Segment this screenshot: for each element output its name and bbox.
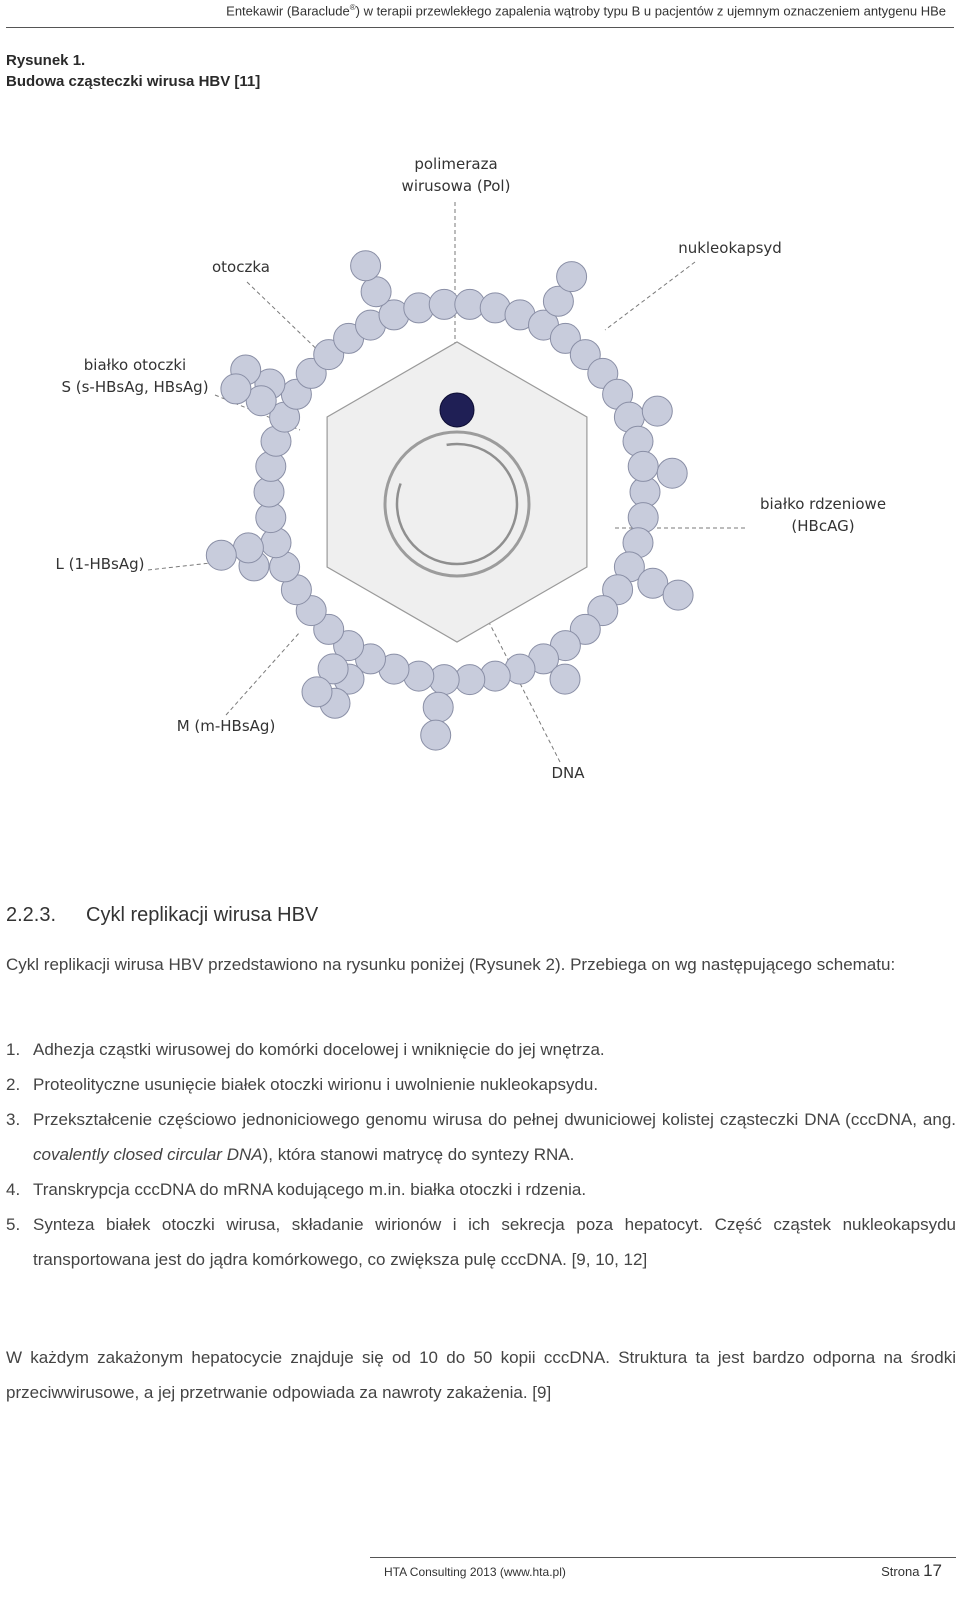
running-header — [226, 3, 946, 18]
header-text-before: Entekawir (Baraclude — [226, 3, 350, 19]
envelope-protein-bead — [233, 533, 263, 563]
section-number: 2.2.3. — [6, 904, 57, 926]
intro-paragraph: Cykl replikacji wirusa HBV przedstawiono na rysunku poniżej (Rysunek 2). Przebiega on wg następującego schematu: — [6, 955, 896, 974]
envelope-protein-bead — [663, 580, 693, 610]
figure-caption — [6, 50, 260, 92]
replication-steps-list — [6, 1032, 956, 1277]
label-envelope: otoczka — [212, 258, 270, 276]
envelope-protein-bead — [221, 374, 251, 404]
envelope-protein-bead — [351, 251, 381, 281]
envelope-protein-bead — [421, 720, 451, 750]
closing-paragraph: W każdym zakażonym hepatocycie znajduje się od 10 do 50 kopii cccDNA. Struktura ta jest bardzo odporna na środki przeciwwirusowe, a jej przetrwanie odpowiada za nawroty zakażenia. [9] — [6, 1348, 956, 1402]
nucleocapsid-hexagon — [327, 342, 587, 642]
label-dna: DNA — [551, 764, 585, 782]
envelope-protein-bead — [206, 540, 236, 570]
list-item: 2. Proteolityczne usunięcie białek otoczki wirionu i uwolnienie nukleokapsydu. — [6, 1075, 599, 1094]
header-rule — [6, 27, 954, 28]
hbv-particle-diagram — [0, 140, 960, 820]
label-m-hbsag: M (m-HBsAg) — [176, 717, 276, 735]
figure-title: Budowa cząsteczki wirusa HBV [11] — [6, 73, 261, 90]
list-item: 5. Synteza białek otoczki wirusa, składanie wirionów i ich sekrecja poza hepatocyt. Część cząstek nukleokapsydu transportowana jest do jądra komórkowego, co zwiększa pulę cccDNA. [9, 10, 12] — [6, 1215, 956, 1269]
figure-number: Rysunek 1. — [6, 52, 86, 69]
leader-line — [605, 262, 695, 330]
polymerase-dot — [440, 393, 474, 427]
label-l-hbsag: L (1-HBsAg) — [55, 555, 145, 573]
label-polymerase: polimeraza wirusowa (Pol) — [401, 155, 511, 195]
header-text-after: ) w terapii przewlekłego zapalenia wątroby typu B u pacjentów z ujemnym oznaczeniem antygenu HBe — [355, 3, 946, 19]
envelope-protein-bead — [557, 262, 587, 292]
envelope-protein-bead — [302, 677, 332, 707]
envelope-protein-bead — [628, 451, 658, 481]
list-item: 4. Transkrypcja cccDNA do mRNA kodującego m.in. białka otoczki i rdzenia. — [6, 1180, 587, 1199]
label-nucleocapsid: nukleokapsyd — [678, 239, 782, 257]
envelope-protein-bead — [657, 458, 687, 488]
registered-mark: ® — [349, 3, 356, 12]
label-core-protein: białko rdzeniowe (HBcAG) — [759, 495, 887, 535]
section-title: Cykl replikacji wirusa HBV — [86, 904, 319, 926]
virion-illustration — [0, 140, 960, 820]
envelope-protein-bead — [550, 664, 580, 694]
list-item: 1. Adhezja cząstki wirusowej do komórki docelowej i wniknięcie do jej wnętrza. — [6, 1040, 605, 1059]
footer-rule — [370, 1557, 956, 1558]
leader-line — [226, 632, 300, 715]
label-envelope-protein-s: białko otoczki S (s-HBsAg, HBsAg) — [61, 356, 209, 396]
envelope-protein-bead — [423, 692, 453, 722]
page-number: Strona 17 — [881, 1561, 942, 1580]
footer-source: HTA Consulting 2013 (www.hta.pl) — [384, 1565, 566, 1579]
page-footer — [0, 1557, 960, 1581]
envelope-protein-bead — [642, 396, 672, 426]
list-item: 3. Przekształcenie częściowo jednoniciowego genomu wirusa do pełnej dwuniciowej kolistej cząsteczki DNA (cccDNA, ang. covalently closed circular DNA), która stanowi matrycę do syntezy RNA. — [6, 1110, 956, 1164]
section-heading — [6, 904, 318, 927]
